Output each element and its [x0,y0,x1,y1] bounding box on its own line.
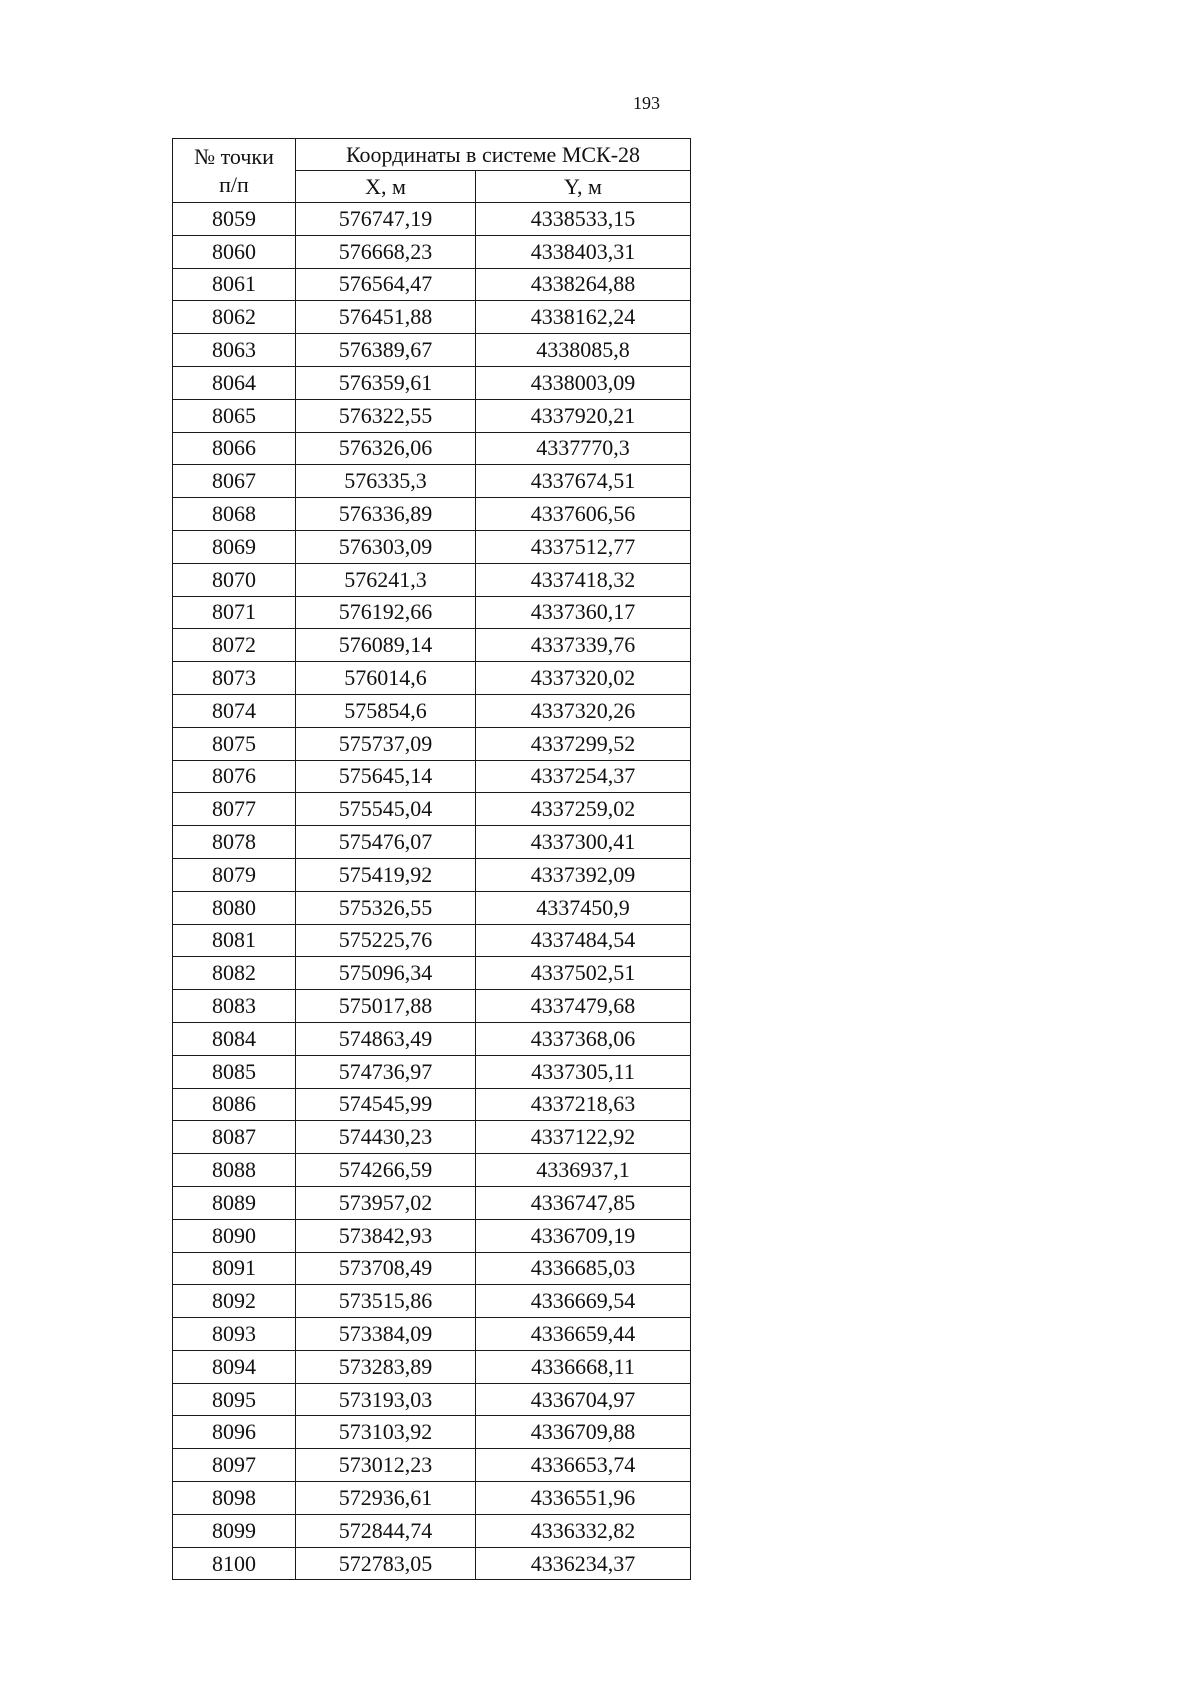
table-row [173,465,691,498]
y-coordinate-cell: 4337484,54 [476,924,691,957]
point-number-cell: 8063 [173,334,296,367]
y-coordinate-cell: 4336234,37 [476,1547,691,1580]
table-row [173,1121,691,1154]
point-number-cell: 8065 [173,399,296,432]
table-row [173,1383,691,1416]
point-number-cell: 8077 [173,793,296,826]
table-row [173,268,691,301]
table-row [173,858,691,891]
table-row [173,957,691,990]
y-coordinate-cell: 4337450,9 [476,891,691,924]
y-coordinate-cell: 4336937,1 [476,1154,691,1187]
y-coordinate-cell: 4337122,92 [476,1121,691,1154]
point-number-cell: 8068 [173,498,296,531]
x-coordinate-cell: 575737,09 [296,727,476,760]
table-row [173,629,691,662]
page-number: 193 [633,93,660,113]
table-row [173,1219,691,1252]
y-coordinate-cell: 4336551,96 [476,1482,691,1515]
point-number-cell: 8081 [173,924,296,957]
y-coordinate-cell: 4337392,09 [476,858,691,891]
y-coordinate-cell: 4338085,8 [476,334,691,367]
y-coordinate-cell: 4336332,82 [476,1514,691,1547]
y-coordinate-cell: 4338533,15 [476,203,691,236]
x-coordinate-cell: 573384,09 [296,1318,476,1351]
x-coordinate-cell: 575545,04 [296,793,476,826]
x-coordinate-cell: 576014,6 [296,662,476,695]
point-number-cell: 8099 [173,1514,296,1547]
y-column-header: Y, м [476,171,691,203]
table-row [173,1022,691,1055]
table-row [173,596,691,629]
x-coordinate-cell: 573283,89 [296,1350,476,1383]
table-row [173,1416,691,1449]
y-coordinate-cell: 4336704,97 [476,1383,691,1416]
table-row [173,301,691,334]
point-number-cell: 8088 [173,1154,296,1187]
y-coordinate-cell: 4337320,02 [476,662,691,695]
point-number-cell: 8076 [173,760,296,793]
y-coordinate-cell: 4337502,51 [476,957,691,990]
coordinates-table [172,138,691,1580]
point-number-cell: 8075 [173,727,296,760]
point-number-cell: 8069 [173,530,296,563]
point-number-cell: 8090 [173,1219,296,1252]
y-coordinate-cell: 4337674,51 [476,465,691,498]
table-row [173,990,691,1023]
table-row [173,694,691,727]
table-row [173,366,691,399]
x-coordinate-cell: 573103,92 [296,1416,476,1449]
x-coordinate-cell: 575476,07 [296,826,476,859]
x-coordinate-cell: 575225,76 [296,924,476,957]
x-coordinate-cell: 573957,02 [296,1186,476,1219]
table-row [173,891,691,924]
table-row [173,1186,691,1219]
point-number-cell: 8087 [173,1121,296,1154]
y-coordinate-cell: 4338403,31 [476,235,691,268]
x-coordinate-cell: 572936,61 [296,1482,476,1515]
point-number-cell: 8082 [173,957,296,990]
point-number-cell: 8097 [173,1449,296,1482]
x-coordinate-cell: 576241,3 [296,563,476,596]
x-coordinate-cell: 576668,23 [296,235,476,268]
point-number-cell: 8096 [173,1416,296,1449]
x-coordinate-cell: 576303,09 [296,530,476,563]
table-row [173,1285,691,1318]
y-coordinate-cell: 4337305,11 [476,1055,691,1088]
point-number-header-line1: № точки [194,143,274,169]
y-coordinate-cell: 4337300,41 [476,826,691,859]
x-coordinate-cell: 575419,92 [296,858,476,891]
table-row [173,432,691,465]
coordinates-system-header: Координаты в системе МСК-28 [296,139,691,171]
point-number-cell: 8060 [173,235,296,268]
y-coordinate-cell: 4337259,02 [476,793,691,826]
x-coordinate-cell: 574266,59 [296,1154,476,1187]
table-row [173,1252,691,1285]
point-number-cell: 8067 [173,465,296,498]
x-coordinate-cell: 575645,14 [296,760,476,793]
point-number-cell: 8094 [173,1350,296,1383]
x-coordinate-cell: 576451,88 [296,301,476,334]
point-number-cell: 8084 [173,1022,296,1055]
table-row [173,235,691,268]
point-number-cell: 8064 [173,366,296,399]
table-row [173,826,691,859]
y-coordinate-cell: 4337770,3 [476,432,691,465]
x-coordinate-cell: 576192,66 [296,596,476,629]
table-row [173,530,691,563]
x-coordinate-cell: 574545,99 [296,1088,476,1121]
point-number-cell: 8072 [173,629,296,662]
table-row [173,563,691,596]
table-row [173,1350,691,1383]
y-coordinate-cell: 4338003,09 [476,366,691,399]
table-row [173,924,691,957]
point-number-cell: 8059 [173,203,296,236]
y-coordinate-cell: 4337512,77 [476,530,691,563]
table-row [173,1547,691,1580]
table-row [173,760,691,793]
x-coordinate-cell: 576564,47 [296,268,476,301]
point-number-cell: 8098 [173,1482,296,1515]
y-coordinate-cell: 4337360,17 [476,596,691,629]
y-coordinate-cell: 4337606,56 [476,498,691,531]
point-number-cell: 8100 [173,1547,296,1580]
table-row [173,1514,691,1547]
x-column-header: X, м [296,171,476,203]
y-coordinate-cell: 4338162,24 [476,301,691,334]
table-row [173,399,691,432]
x-coordinate-cell: 575854,6 [296,694,476,727]
point-number-cell: 8070 [173,563,296,596]
point-number-cell: 8093 [173,1318,296,1351]
table-row [173,334,691,367]
table-row [173,1154,691,1187]
point-number-cell: 8092 [173,1285,296,1318]
y-coordinate-cell: 4337418,32 [476,563,691,596]
x-coordinate-cell: 573515,86 [296,1285,476,1318]
y-coordinate-cell: 4337368,06 [476,1022,691,1055]
y-coordinate-cell: 4337920,21 [476,399,691,432]
point-number-cell: 8078 [173,826,296,859]
point-number-cell: 8083 [173,990,296,1023]
x-coordinate-cell: 576335,3 [296,465,476,498]
x-coordinate-cell: 576089,14 [296,629,476,662]
table-row [173,727,691,760]
point-number-cell: 8073 [173,662,296,695]
y-coordinate-cell: 4337254,37 [476,760,691,793]
x-coordinate-cell: 576322,55 [296,399,476,432]
y-coordinate-cell: 4336653,74 [476,1449,691,1482]
point-number-cell: 8085 [173,1055,296,1088]
y-coordinate-cell: 4336669,54 [476,1285,691,1318]
point-number-cell: 8062 [173,301,296,334]
x-coordinate-cell: 576326,06 [296,432,476,465]
point-number-cell: 8079 [173,858,296,891]
table-row [173,1088,691,1121]
point-number-cell: 8091 [173,1252,296,1285]
x-coordinate-cell: 573842,93 [296,1219,476,1252]
point-number-header [173,139,296,203]
y-coordinate-cell: 4336709,19 [476,1219,691,1252]
y-coordinate-cell: 4336659,44 [476,1318,691,1351]
point-number-cell: 8066 [173,432,296,465]
y-coordinate-cell: 4337218,63 [476,1088,691,1121]
table-body [173,203,691,1580]
x-coordinate-cell: 573193,03 [296,1383,476,1416]
x-coordinate-cell: 574430,23 [296,1121,476,1154]
point-number-cell: 8086 [173,1088,296,1121]
x-coordinate-cell: 576359,61 [296,366,476,399]
x-coordinate-cell: 574736,97 [296,1055,476,1088]
x-coordinate-cell: 574863,49 [296,1022,476,1055]
table-row [173,1482,691,1515]
point-number-header-line2: п/п [219,171,249,197]
x-coordinate-cell: 573708,49 [296,1252,476,1285]
point-number-cell: 8095 [173,1383,296,1416]
y-coordinate-cell: 4336747,85 [476,1186,691,1219]
table-row [173,1055,691,1088]
table-row [173,662,691,695]
y-coordinate-cell: 4337479,68 [476,990,691,1023]
x-coordinate-cell: 575326,55 [296,891,476,924]
y-coordinate-cell: 4336685,03 [476,1252,691,1285]
x-coordinate-cell: 576747,19 [296,203,476,236]
x-coordinate-cell: 575096,34 [296,957,476,990]
point-number-cell: 8071 [173,596,296,629]
y-coordinate-cell: 4337339,76 [476,629,691,662]
y-coordinate-cell: 4337299,52 [476,727,691,760]
table-row [173,1449,691,1482]
x-coordinate-cell: 576389,67 [296,334,476,367]
x-coordinate-cell: 576336,89 [296,498,476,531]
x-coordinate-cell: 573012,23 [296,1449,476,1482]
y-coordinate-cell: 4336709,88 [476,1416,691,1449]
y-coordinate-cell: 4337320,26 [476,694,691,727]
x-coordinate-cell: 572783,05 [296,1547,476,1580]
table-row [173,203,691,236]
x-coordinate-cell: 575017,88 [296,990,476,1023]
point-number-cell: 8074 [173,694,296,727]
table-row [173,498,691,531]
table-row [173,793,691,826]
table-row [173,1318,691,1351]
point-number-cell: 8089 [173,1186,296,1219]
point-number-cell: 8080 [173,891,296,924]
y-coordinate-cell: 4336668,11 [476,1350,691,1383]
y-coordinate-cell: 4338264,88 [476,268,691,301]
point-number-cell: 8061 [173,268,296,301]
x-coordinate-cell: 572844,74 [296,1514,476,1547]
